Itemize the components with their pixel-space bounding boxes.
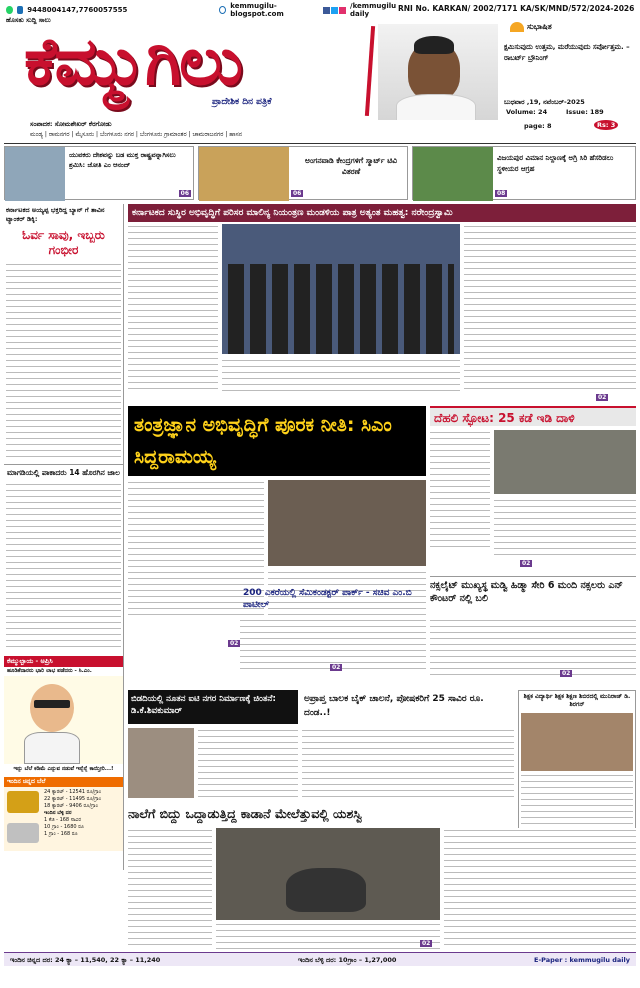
bidadi-headline: ಬಿಡದಿಯಲ್ಲಿ ನೂತನ ಐಟಿ ನಗರ ನಿರ್ಮಾಣಕ್ಕೆ ಚಿಂತನೆ: ಡಿ.ಕೆ.ಶಿವಕುಮಾರ್	[128, 690, 298, 724]
left-kicker: ಕರ್ನಾಟಕದ ಅಯ್ಯಪ್ಪ ಭಕ್ತರಿದ್ದ ಬ್ಯಾನ್ ಗೆ ತಾವಿನ ಟ್ಯಾಂಕರ್ ಡಿಕ್ಕಿ:	[6, 206, 105, 223]
subhashita-header: ಸುಭಾಷಿತ	[510, 22, 552, 32]
editions-line: ಮಂಡ್ಯ | ರಾಮನಗರ | ಮೈಸೂರು | ಬೆಂಗಳೂರು ನಗರ | ಬೆಂಗಳೂರು ಗ್ರಾಮಾಂತರ | ಚಾಮರಾಜನಗರ | ಹಾಸನ	[30, 131, 243, 138]
social-icons	[323, 7, 346, 14]
masthead-portrait	[378, 24, 498, 120]
delhi-body-col2	[494, 498, 636, 558]
delhi-body-col1	[430, 430, 490, 550]
whatsapp-icon	[6, 6, 13, 14]
teaser-1[interactable]	[4, 146, 194, 200]
techpark-page-ref: 02	[332, 664, 341, 671]
bidadi-photo	[128, 728, 194, 798]
footer-gold-rate: ಇಂದಿನ ಚಿನ್ನದ ದರ: 24 ಕ್ಯಾ – 11,540, 22 ಕ್ಯಾ – 11,240	[10, 956, 161, 964]
second-headline: ತಂತ್ರಜ್ಞಾನ ಅಭಿವೃದ್ಧಿಗೆ ಪೂರಕ ನೀತಿ: ಸಿಎಂ ಸಿದ್ದರಾಮಯ್ಯ	[128, 406, 426, 476]
social-handle[interactable]: /kemmugilu daily	[350, 2, 397, 18]
editor-line: ಸಂಪಾದಕ: ಸೋಮಶೇಖರ್ ಕೆರಗೋಡು	[30, 120, 112, 128]
elephant-photo	[216, 828, 440, 920]
teaser-1-text: ಯುವಕರು ದೇಶವನ್ನು ಬಡ ಮುಕ್ತ ರಾಷ್ಟ್ರವನ್ನಾಗಿಸಲು ಶ್ರಮಿಸಿ: ಜೋತಿ ಎಂ ಆನಂದ್	[69, 151, 176, 169]
elephant-body-col2	[216, 922, 440, 950]
phone-icon	[17, 6, 24, 14]
footer-epaper[interactable]: E-Paper : kemmugilu daily	[534, 956, 630, 964]
lead-headline: ಕರ್ನಾಟಕದ ಸುಸ್ಥಿರ ಅಭಿವೃದ್ಧಿಗೆ ಪರಿಸರ ಮಾಲಿನ್ಯ ನಿಯಂತ್ರಣ ಮಂಡಳಿಯ ಪಾತ್ರ ಅತ್ಯಂತ ಮಹತ್ವ: ನರೇಂದ್ರಸ್ವಾಮಿ	[128, 204, 636, 222]
globe-icon	[219, 6, 226, 14]
second-photo	[268, 480, 426, 566]
issue-info: Volume: 24 Issue: 189 page: 8 Rs: 3	[504, 108, 636, 136]
teaser-3[interactable]	[412, 146, 636, 200]
bidadi-body	[198, 728, 298, 798]
teaser-strip	[4, 146, 636, 200]
lead-photo	[222, 224, 460, 354]
issue-date: ಬುಧವಾರ ,19, ನವೆಂಬರ್-2025	[504, 98, 585, 106]
silver-bar-icon	[7, 823, 39, 843]
teaser-3-photo	[413, 147, 493, 201]
left-headline: ಓರ್ವ ಸಾವು, ಇಬ್ಬರು ಗಂಭೀರ	[22, 228, 105, 257]
techpark-body	[240, 618, 426, 670]
rates-box: 24 ಕ್ಯಾರಟ್ - 12541 ರೂ/ಗ್ರಾಂ 22 ಕ್ಯಾರಟ್ - 11495 ರೂ/ಗ್ರಾಂ 18 ಕ್ಯಾರಟ್ - 9406 ರೂ/ಗ್ರಾಂ ಇಂದಿನ ಬೆಳ್ಳಿ ದರ 1 ಕೆಜಿ - 168 ಸಾವಿರ 10 ಗ್ರಾಂ - 1680 ರೂ 1 ಗ್ರಾಂ - 168 ರೂ	[4, 787, 123, 851]
guests-photo	[521, 713, 633, 771]
teaser-2-page: 06	[293, 190, 302, 197]
masthead-title: ಕೆಮ್ಮುಗಿಲು	[24, 23, 241, 100]
left-article-body-2	[6, 482, 121, 652]
footer-bar	[4, 952, 636, 966]
teaser-1-page: 06	[180, 190, 189, 197]
left-subheadline: ಮಾಗಡಿಯಲ್ಲಿ ಪಾಕಾದರು 14 ಹೊರಗಿನ ಜಾಲ	[4, 464, 123, 480]
teaser-2-text: ಅಂಗನವಾಡಿ ಕೇಂದ್ರಗಳಿಗೆ ಸ್ಮಾರ್ಟ್ ಟಿವಿ ವಿತರಣೆ	[305, 156, 397, 176]
lead-page-ref: 02	[598, 394, 607, 401]
teaser-2[interactable]	[198, 146, 408, 200]
delhi-headline: ದೆಹಲಿ ಸ್ಫೋಟ: 25 ಕಡೆ ಇಡಿ ದಾಳಿ	[430, 406, 636, 426]
gold-title: ಇಂದಿನ ಚಿನ್ನದ ಬೆಲೆ	[4, 777, 123, 787]
lead-body-col2	[222, 358, 460, 394]
phone-numbers: 9448004147,7760057555	[27, 6, 128, 14]
rni-number: RNI No. KARKAN/ 2002/7171 KA/SK/MND/572/2024-2026	[398, 4, 635, 13]
cartoon-sub: ಹೂಡಿಕೆದಾರರು ಭಾರಿ ಲಾಭ ಪಡೆದರು - ಸಿ.ಎಂ.	[7, 668, 92, 674]
accident-headline: ಅಪ್ರಾಪ್ತ ಬಾಲಕ ಬೈಕ್ ಚಾಲನೆ, ಪೋಷಕರಿಗೆ 25 ಸಾವಿರ ರೂ. ದಂಡ..!	[304, 694, 484, 718]
naxal-body	[430, 618, 636, 678]
elephant-body-col3	[444, 828, 636, 948]
elephant-body-col1	[128, 828, 212, 948]
blog-url[interactable]: kemmugilu-blogspot.com	[230, 2, 284, 18]
delhi-page-ref: 02	[522, 560, 531, 567]
left-article-body	[6, 262, 121, 462]
elephant-page-ref: 02	[422, 940, 431, 947]
contact-strip	[6, 4, 406, 16]
quote-text: ಕ್ಷಮಿಸುವುದು ಉತ್ತಮ, ಮರೆಯುವುದು ಸರ್ವೋತ್ತಮ. – ರಾಬರ್ಟ್ ಬ್ರೌನಿಂಗ್	[504, 43, 630, 62]
teaser-2-photo	[199, 147, 289, 201]
cartoon-label: ಕೆಮ್ಮುಲ್ಪಾಯ - ಅಪ್ರಿಸಿ	[4, 656, 123, 667]
sun-icon	[510, 22, 524, 32]
cartoon-caption: ಇನ್ನು ಬೆಲೆ ಕಡಿಮೆ ಎನ್ನುವ ನಡುವೆ ಇನ್ನೆನ್ನೆ ಕಾಯ್ತೀರಿ...!	[13, 766, 114, 772]
naxal-headline: ನಕ್ಸಲೈಟ್ ಮುಖ್ಯಸ್ಥ ಮಡ್ವಿ ಹಿಡ್ಮಾ ಸೇರಿ 6 ಮಂದಿ ನಕ್ಸಲರು ಎನ್ ಕೌಂಟರ್ ನಲ್ಲಿ ಬಲಿ	[430, 576, 636, 616]
teaser-1-photo	[5, 147, 65, 201]
footer-silver-rate: ಇಂದಿನ ಬೆಳ್ಳಿ ದರ: 10ಗ್ರಾಂ – 1,27,000	[297, 956, 397, 964]
guests-title: ಶಿಕ್ಷಕ ವಿದ್ಯಾರ್ಥಿ ಶಿಕ್ಷಕ ಶಿಕ್ಷಣ ಶಿಬಿರದಲ್ಲಿ ಮುನಿರಾಜ್ ಡಿ. ಶಿರಗನ್	[523, 693, 631, 708]
second-page-ref: 02	[230, 640, 239, 647]
tagline-left: ಹೊಸತು ಸುದ್ದಿ ಸಾಲು	[6, 16, 51, 24]
lead-body-col1	[128, 224, 218, 394]
left-column	[4, 204, 124, 870]
gold-bar-icon	[7, 791, 39, 813]
masthead-rule	[4, 143, 636, 144]
accident-body	[302, 728, 514, 798]
elephant-headline: ನಾಲೆಗೆ ಬಿದ್ದು ಒದ್ದಾಡುತ್ತಿದ್ದ ಕಾಡಾನೆ ಮೇಲೆತ್ತುವಲ್ಲಿ ಯಶಸ್ವಿ	[128, 806, 363, 821]
masthead-subtitle: ಪ್ರಾದೇಶಿಕ ದಿನ ಪತ್ರಿಕೆ	[212, 97, 272, 107]
teaser-3-page: 08	[497, 190, 506, 197]
delhi-photo	[494, 430, 636, 494]
teaser-3-text: ವಿಜಯಪುರ ವಿಮಾನ ನಿಲ್ದಾಣಕ್ಕೆ ಅಗ್ರಿ ಸಿರಿ ಹೆಸರಿಡಲು ಸ್ಥಳೀಯರ ಆಗ್ರಹ	[497, 154, 614, 173]
naxal-page-ref: 02	[562, 670, 571, 677]
lead-body-col3	[464, 224, 636, 394]
techpark-headline: 200 ಎಕರೆಯಲ್ಲಿ ಸೆಮಿಕಂಡಕ್ಟರ್ ಪಾರ್ಕ್ - ಸಚಿವ ಎಂ.ಬಿ ಪಾಟೀಲ್	[243, 588, 412, 610]
cartoon-drawing	[4, 676, 123, 764]
